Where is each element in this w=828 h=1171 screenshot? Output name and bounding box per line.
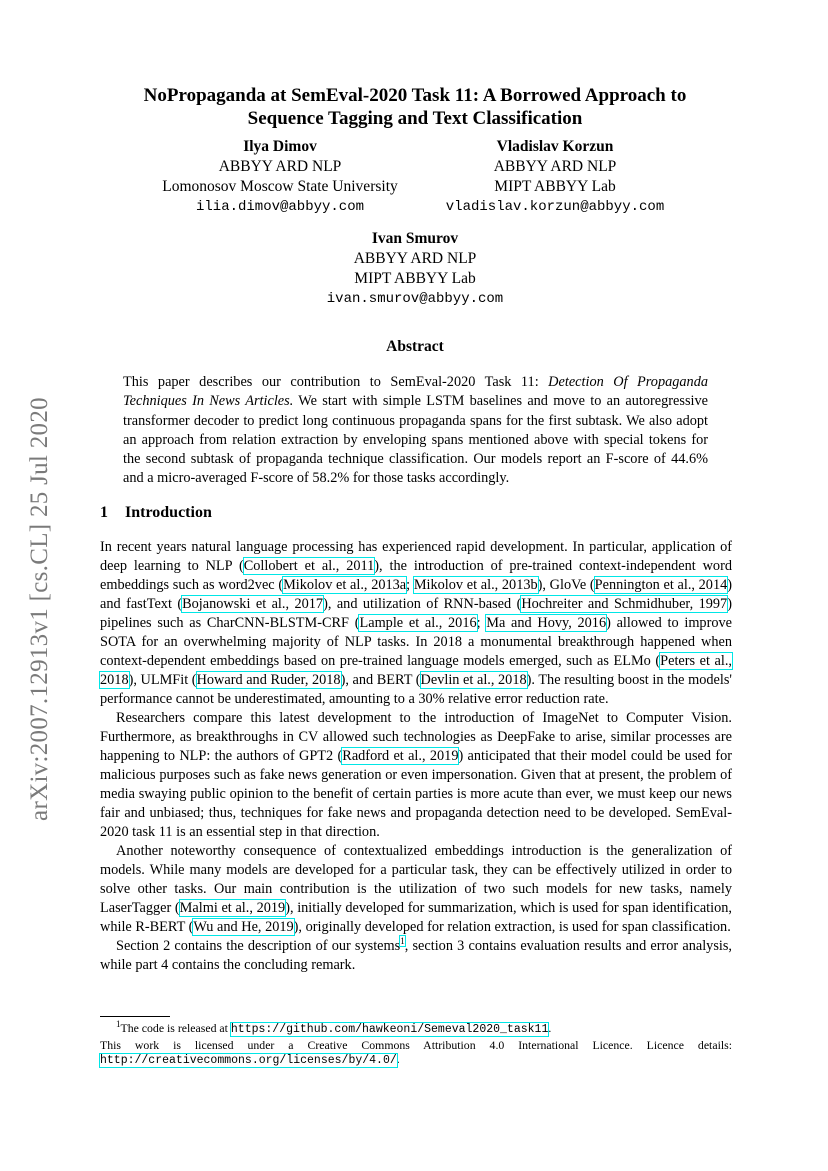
citation-link[interactable]: Malmi et al., 2019 xyxy=(179,900,286,916)
abstract-text xyxy=(123,373,708,489)
text: Researchers compare this latest development to the introduction of ImageNet to Computer Vision. Furthermore, as breakthroughs in CV allowed such technologies as DeepFake to arise, similar processes are happening to NLP: the authors of GPT2 ( xyxy=(100,710,732,764)
footnote-rule xyxy=(100,1016,170,1017)
citation-link[interactable]: Howard and Ruder, 2018 xyxy=(196,672,341,688)
text: ), initially developed for summarization, which is used for span identification, while R-BERT ( xyxy=(100,900,732,935)
arxiv-identifier: arXiv:2007.12913v1 [cs.CL] 25 Jul 2020 xyxy=(26,397,53,821)
text: Another noteworthy consequence of contextualized embeddings introduction is the generalization of models. While many models are developed for a particular task, they can be effectively utilized in order to solve other tasks. Our main contribution is the utilization of two such models for new tasks, namely LaserTagger ( xyxy=(100,843,732,916)
title-line-2: Sequence Tagging and Text Classification xyxy=(247,108,583,129)
text: ; xyxy=(476,615,487,631)
text: . xyxy=(548,1021,552,1035)
title-line-1: NoPropaganda at SemEval-2020 Task 11: A Borrowed Approach to xyxy=(143,85,687,106)
citation-link[interactable]: Mikolov et al., 2013b xyxy=(413,577,538,593)
paragraph xyxy=(100,937,732,975)
paper-title xyxy=(100,84,730,130)
license-text: This work is licensed under a Creative Commons Attribution 4.0 International Licence. Licence details: xyxy=(100,1037,732,1052)
author-affiliation: Lomonosov Moscow State University xyxy=(162,178,398,195)
text: In recent years natural language processing has experienced rapid development. In particular, application of deep learning to NLP ( xyxy=(100,539,732,574)
author-email[interactable]: ilia.dimov@abbyy.com xyxy=(195,199,365,215)
section-title: Introduction xyxy=(125,504,212,521)
citation-link[interactable]: Pennington et al., 2014 xyxy=(594,577,728,593)
author-name: Ilya Dimov xyxy=(243,138,317,155)
author-affiliation: ABBYY ARD NLP xyxy=(493,158,617,175)
text: ) anticipated that their model could be used for malicious purposes such as fake news generation or even impersonation. Given that at present, the problem of media swaying public opinion to the benefit of certain parties is more acute than ever, we must keep our news fair and unbiased; thus, techniques for fake news and propaganda detection need to be developed. SemEval-2020 task 11 is an essential step in that direction. xyxy=(100,748,733,840)
body-text xyxy=(100,538,732,975)
author-affiliation: ABBYY ARD NLP xyxy=(218,158,342,175)
arxiv-sidebar xyxy=(18,374,62,844)
license-url-link[interactable]: http://creativecommons.org/licenses/by/4.0/ xyxy=(100,1054,397,1067)
text: , section 3 contains evaluation results and error analysis, while part 4 contains the concluding remark. xyxy=(100,938,732,973)
text: ), and BERT ( xyxy=(340,672,421,688)
citation-link[interactable]: Mikolov et al., 2013a xyxy=(283,577,407,593)
text: ) and fastText ( xyxy=(100,577,733,612)
citation-link[interactable]: Ma and Hovy, 2016 xyxy=(486,615,607,631)
text: ), originally developed for relation extraction, is used for span classification. xyxy=(293,919,731,935)
abstract-heading: Abstract xyxy=(386,338,444,355)
citation-link[interactable]: Bojanowski et al., 2017 xyxy=(182,596,324,612)
text: ), the introduction of pre-trained context-independent word embeddings such as word2vec ( xyxy=(100,558,732,593)
license-note xyxy=(100,1038,732,1069)
citation-link[interactable]: Collobert et al., 2011 xyxy=(243,558,375,574)
author-block-1 xyxy=(120,137,440,217)
text: . xyxy=(396,1052,400,1066)
footnotes xyxy=(100,1021,732,1069)
text: ), ULMFit ( xyxy=(128,672,197,688)
footnote-1 xyxy=(100,1021,732,1038)
footnote-link[interactable]: 1 xyxy=(400,936,405,947)
text: ), and utilization of RNN-based ( xyxy=(323,596,522,612)
paragraph xyxy=(100,709,732,842)
paragraph xyxy=(100,842,732,937)
citation-link[interactable]: Lample et al., 2016 xyxy=(359,615,477,631)
citation-link[interactable]: Hochreiter and Schmidhuber, 1997 xyxy=(521,596,728,612)
text: ) pipelines such as CharCNN-BLSTM-CRF ( xyxy=(100,596,732,631)
author-affiliation: MIPT ABBYY Lab xyxy=(354,270,476,287)
author-block-3 xyxy=(260,229,570,309)
author-email[interactable]: ivan.smurov@abbyy.com xyxy=(326,291,504,307)
text: ; xyxy=(406,577,414,593)
abstract-part: This paper describes our contribution to SemEval-2020 Task 11: xyxy=(123,374,549,390)
footnote-text: The code is released at xyxy=(120,1021,231,1035)
author-name: Vladislav Korzun xyxy=(496,138,614,155)
citation-link[interactable]: Radford et al., 2019 xyxy=(342,748,459,764)
code-url-link[interactable]: https://github.com/hawkeoni/Semeval2020_task11 xyxy=(230,1023,549,1036)
text: Section 2 contains the description of our systems xyxy=(116,938,401,954)
citation-link[interactable]: Peters et al., 2018 xyxy=(100,653,733,688)
author-name: Ivan Smurov xyxy=(371,230,459,247)
author-block-2 xyxy=(410,137,700,217)
author-affiliation: ABBYY ARD NLP xyxy=(353,250,477,267)
abstract-task-title: Detection Of Propaganda Techniques In News Articles. xyxy=(123,374,708,410)
section-number: 1 xyxy=(100,504,108,521)
abstract-part: We start with simple LSTM baselines and move to an autoregressive transformer decoder to predict long continuous propaganda spans for the first subtask. We also adopt an approach from relation extraction by enveloping spans mentioned above with special tokens for the second subtask of propaganda technique classification. Our models report an F-score of 44.6% and a micro-averaged F-score of 58.2% for those tasks accordingly. xyxy=(123,393,708,487)
paragraph xyxy=(100,538,732,709)
footnote-mark: 1 xyxy=(116,1019,121,1030)
citation-link[interactable]: Wu and He, 2019 xyxy=(193,919,294,935)
text: ), GloVe ( xyxy=(537,577,595,593)
author-affiliation: MIPT ABBYY Lab xyxy=(494,178,616,195)
text: ). The resulting boost in the models' performance cannot be underestimated, amounting to a 30% relative error reduction rate. xyxy=(100,672,733,707)
section-heading xyxy=(100,504,212,522)
author-email[interactable]: vladislav.korzun@abbyy.com xyxy=(445,199,665,215)
citation-link[interactable]: Devlin et al., 2018 xyxy=(420,672,527,688)
text: ) allowed to improve SOTA for an overwhelming majority of NLP tasks. In 2018 a monumental breakthrough happened when context-dependent embeddings based on pre-trained language models emerged, such as ELMo ( xyxy=(100,615,732,669)
